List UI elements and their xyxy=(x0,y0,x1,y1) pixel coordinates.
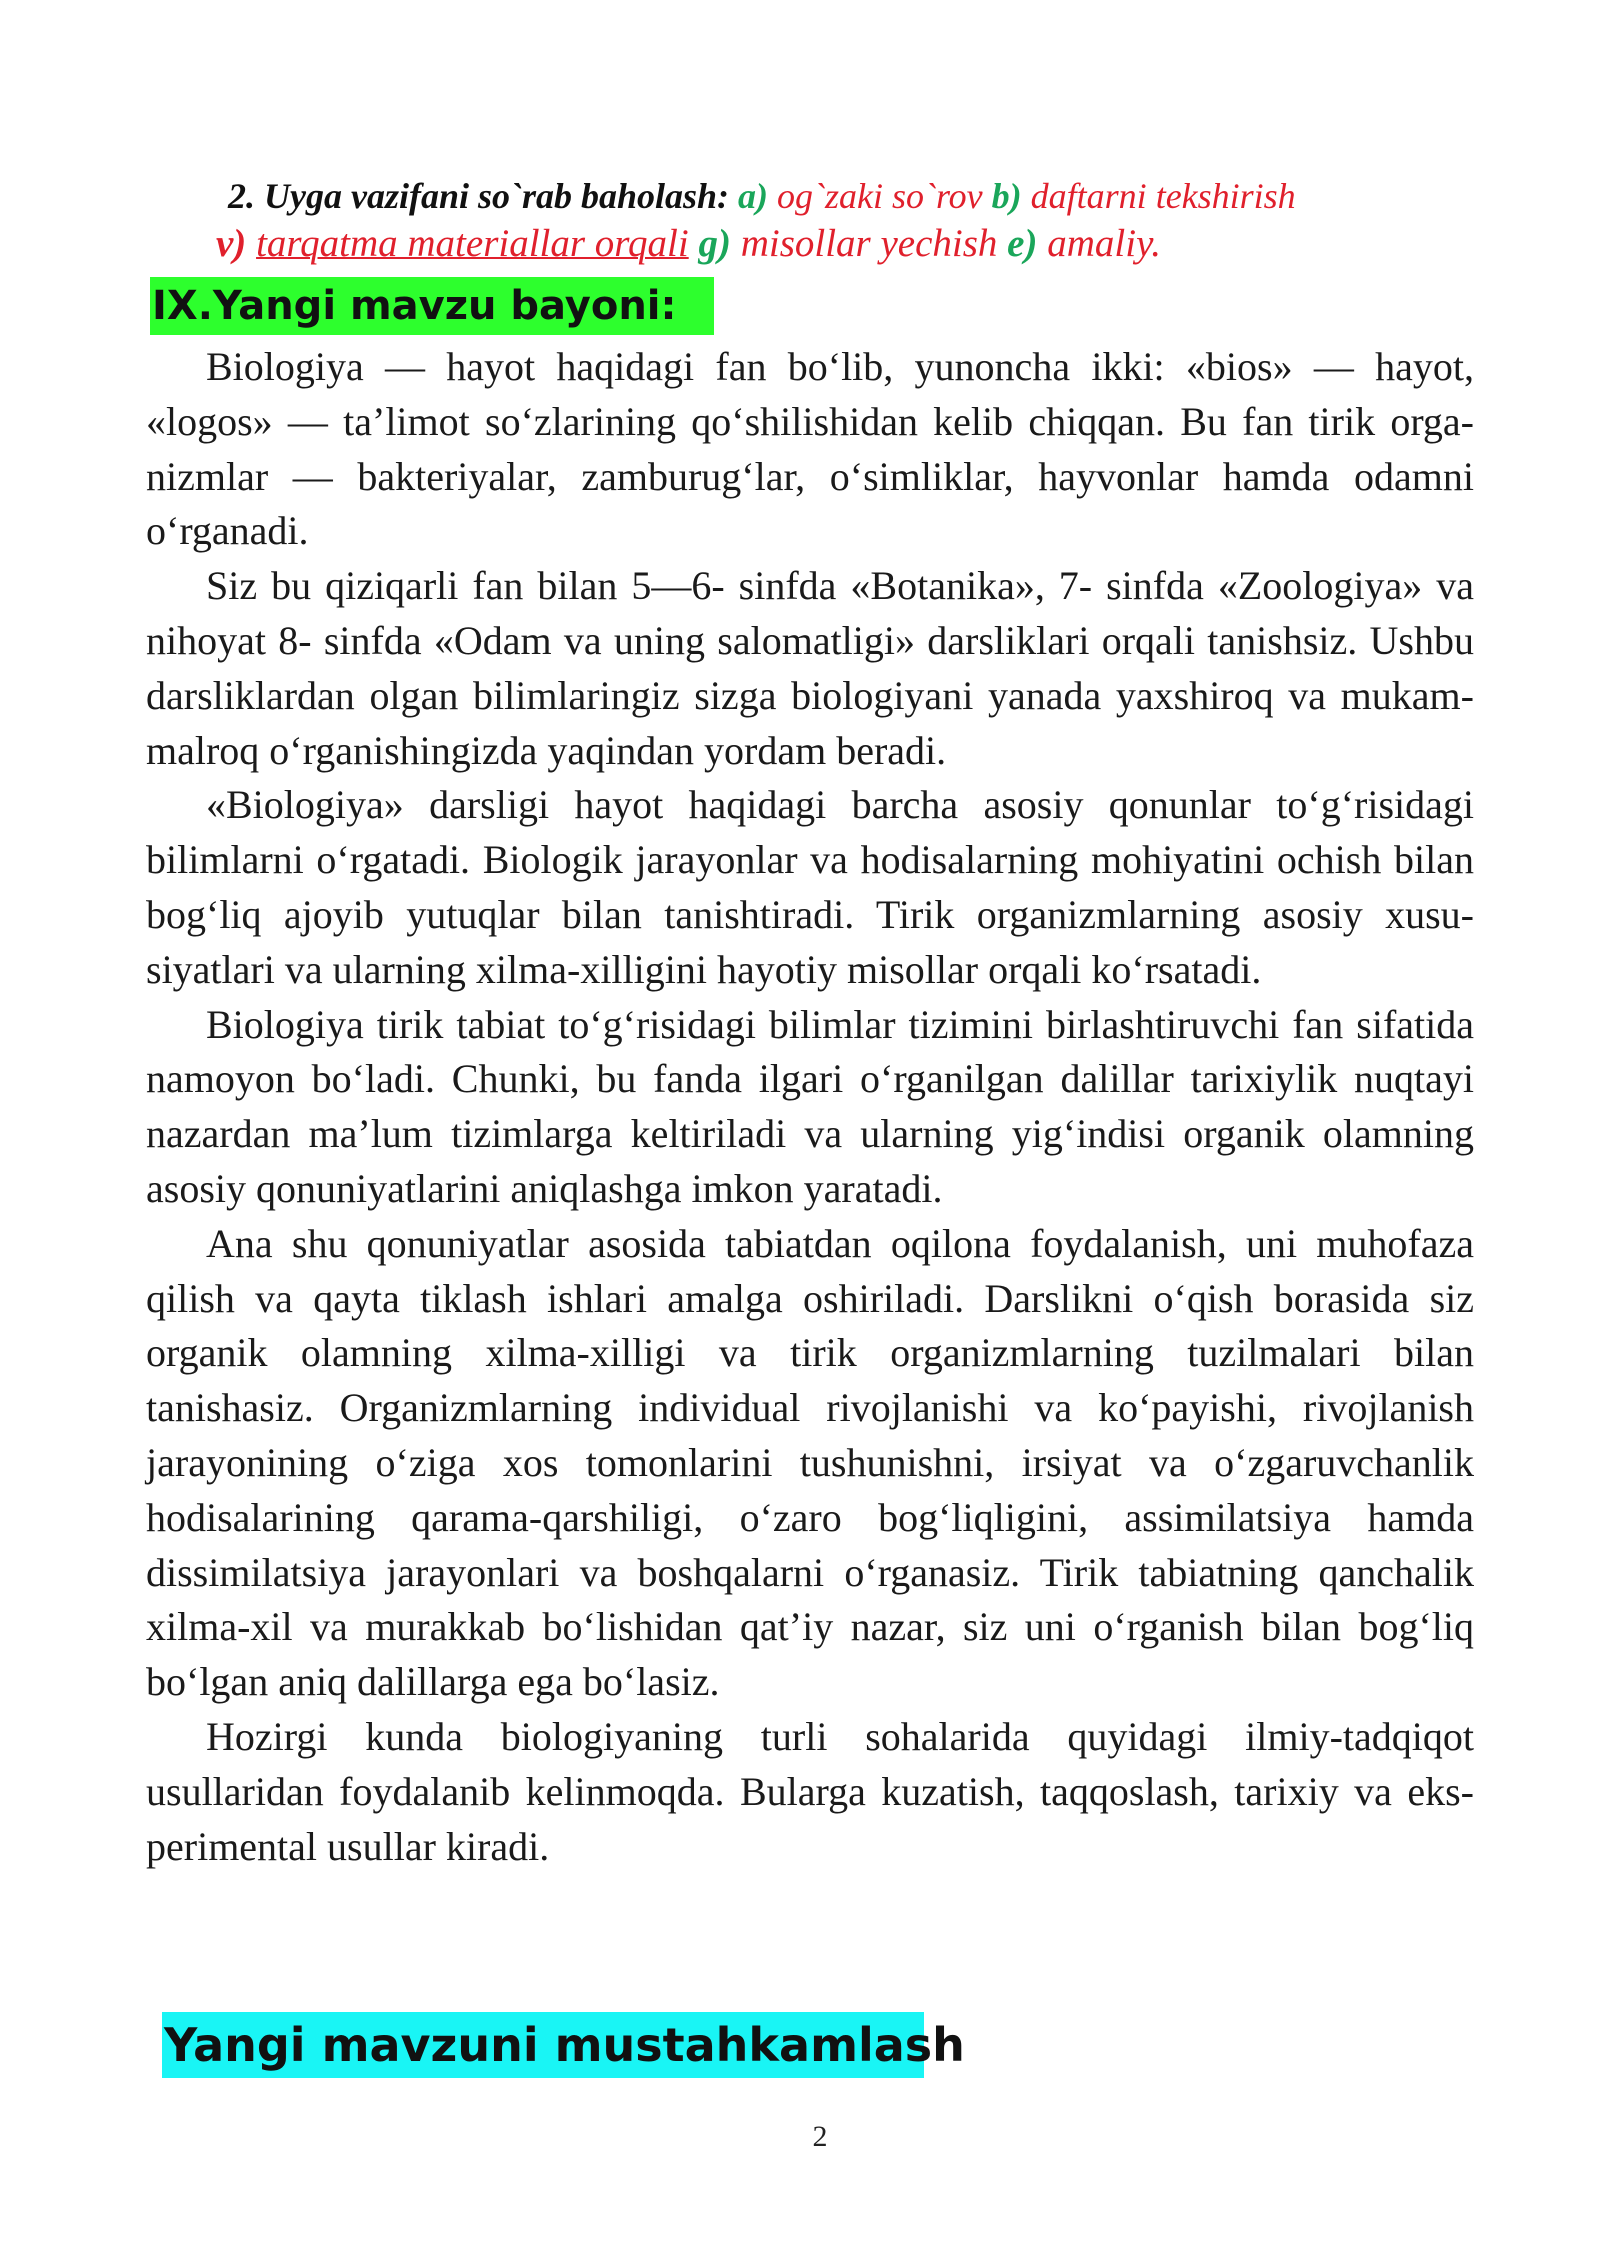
section-heading-new-topic: IX.Yangi mavzu bayoni: xyxy=(150,277,714,335)
homework-line-2 xyxy=(216,220,1456,268)
option-letter-e: e) xyxy=(1007,222,1038,265)
option-letter-g: g) xyxy=(698,222,731,265)
option-letter-b: b) xyxy=(991,176,1022,216)
paragraph-5: Ana shu qonuniyatlar asosida tabiatdan oqilona foydalanish, uni muhofaza qilish va qayta tiklash ishlari amalga oshiriladi. Darslikni o‘qish borasida siz organik olamning xilma-xilligi va tirik organizmlarning tuzilmalari bilan tanishasiz. Organizmlarning individual rivojlanishi va ko‘payishi, rivojlanish jarayonining o‘ziga xos tomonlarini tushunishni, irsiyat va o‘zgaruvchanlik hodisalarining qarama-qarshiligi, o‘zaro bog‘liqligini, assimilatsiya hamda dissimilatsiya jarayonlari va boshqalarni o‘rganasiz. Tirik tabiatning qanchalik xilma-xil va murakkab bo‘lishidan qat’iy nazar, siz uni o‘rganish bilan bog‘liq bo‘lgan aniq dalillarga ega bo‘lasiz. xyxy=(146,1220,1474,1705)
option-text-b: daftarni tekshirish xyxy=(1030,176,1296,216)
page-number: 2 xyxy=(812,2120,828,2153)
paragraph-3: «Biologiya» darsligi hayot haqidagi barcha asosiy qonunlar to‘g‘risidagi bilimlarni o‘rgatadi. Biologik jarayonlar va hodisalarning mohiyatini ochish bilan bog‘liq ajoyib yutuqlar bilan tanishtiradi. Tirik organizmlarning asosiy xususiyatlari va ularning xilma-xilligini hayotiy misollar orqali ko‘rsatadi. xyxy=(146,782,1474,992)
section-heading-consolidation: Yangi mavzuni mustahkamlash xyxy=(162,2012,924,2078)
paragraph-2: Siz bu qiziqarli fan bilan 5—6- sinfda «Botanika», 7- sinfda «Zoologiya» va nihoyat 8- sinfda «Odam va uning salomatligi» darsliklari orqali tanishsiz. Ushbu darsliklardan olgan bilimlaringiz sizga biologiyani yanada yaxshiroq va mukammalroq o‘rganishingizda yaqindan yordam beradi. xyxy=(146,563,1474,773)
body-text xyxy=(146,340,1474,1874)
paragraph-1: Biologiya — hayot haqidagi fan bo‘lib, yunoncha ikki: «bios» — hayot, «logos» — ta’limot so‘zlarining qo‘shilishidan kelib chiqqan. Bu fan tirik organizmlar — bakteriyalar, zamburug‘lar, o‘simliklar, hayvonlar hamda odamni o‘rganadi. xyxy=(146,344,1474,554)
homework-lead: 2. Uyga vazifani so`rab baholash: xyxy=(228,176,730,216)
option-text-g: misollar yechish xyxy=(740,222,998,265)
option-text-a: og`zaki so`rov xyxy=(777,176,983,216)
option-text-e: amaliy. xyxy=(1047,222,1161,265)
paragraph-6: Hozirgi kunda biologiyaning turli sohalarida quyidagi ilmiy-tadqiqot usullaridan foydalanib kelinmoqda. Bularga kuzatish, taqqoslash, tarixiy va eksperimental usullar kiradi. xyxy=(146,1713,1474,1869)
homework-line-1 xyxy=(228,174,1468,218)
option-letter-a: a) xyxy=(738,176,769,216)
paragraph-4: Biologiya tirik tabiat to‘g‘risidagi bilimlar tizimini birlashtiruvchi fan sifatida namoyon bo‘ladi. Chunki, bu fanda ilgari o‘rganilgan dalillar tarixiylik nuqtayi nazardan ma’lum tizimlarga keltiriladi va ularning yig‘indisi organik olamning asosiy qonuniyatlarini aniqlashga imkon yaratadi. xyxy=(146,1001,1474,1211)
option-text-v: tarqatma materiallar orqali xyxy=(256,222,689,265)
option-letter-v: v) xyxy=(216,222,247,265)
